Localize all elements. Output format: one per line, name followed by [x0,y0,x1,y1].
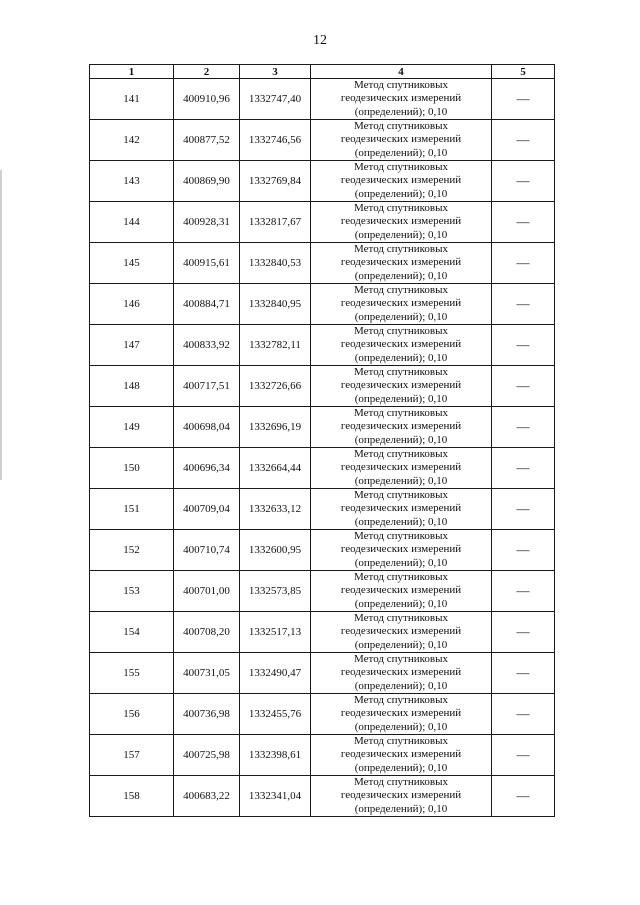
y-coordinate-cell: 1332840,95 [240,284,311,325]
method-line: Метод спутниковых [354,284,448,297]
scan-edge-mark [0,170,2,480]
note-cell: — [492,161,555,202]
x-coordinate-cell: 400884,71 [174,284,240,325]
method-line: (определений); 0,10 [354,228,448,241]
note-cell: — [492,448,555,489]
method-line: Метод спутниковых [354,120,448,133]
method-line: геодезических измерений [340,625,462,638]
point-number-cell: 141 [90,79,174,120]
method-line: Метод спутниковых [354,694,448,707]
method-line: Метод спутниковых [354,776,448,789]
method-line: (определений); 0,10 [354,474,448,487]
header-col-1: 1 [90,65,174,79]
y-coordinate-cell: 1332573,85 [240,571,311,612]
x-coordinate-cell: 400915,61 [174,243,240,284]
point-number-cell: 153 [90,571,174,612]
point-number-cell: 146 [90,284,174,325]
x-coordinate-cell: 400725,98 [174,735,240,776]
method-line: Метод спутниковых [354,202,448,215]
method-cell [311,612,492,653]
x-coordinate-cell: 400928,31 [174,202,240,243]
y-coordinate-cell: 1332341,04 [240,776,311,817]
table-row [90,735,555,776]
point-number-cell: 143 [90,161,174,202]
header-col-2: 2 [174,65,240,79]
method-line: Метод спутниковых [354,448,448,461]
table-row [90,530,555,571]
point-number-cell: 152 [90,530,174,571]
method-line: геодезических измерений [340,256,462,269]
method-cell [311,653,492,694]
method-cell [311,735,492,776]
table-row [90,571,555,612]
note-cell: — [492,489,555,530]
method-line: геодезических измерений [340,502,462,515]
method-cell [311,489,492,530]
table-row [90,407,555,448]
point-number-cell: 144 [90,202,174,243]
note-cell: — [492,243,555,284]
y-coordinate-cell: 1332696,19 [240,407,311,448]
x-coordinate-cell: 400701,00 [174,571,240,612]
y-coordinate-cell: 1332840,53 [240,243,311,284]
method-line: (определений); 0,10 [354,269,448,282]
table-row [90,489,555,530]
point-number-cell: 145 [90,243,174,284]
table-row [90,612,555,653]
method-line: (определений); 0,10 [354,556,448,569]
method-line: геодезических измерений [340,92,462,105]
method-line: Метод спутниковых [354,612,448,625]
note-cell: — [492,735,555,776]
point-number-cell: 148 [90,366,174,407]
method-cell [311,202,492,243]
method-line: (определений); 0,10 [354,187,448,200]
method-cell [311,571,492,612]
table-row [90,284,555,325]
method-line: (определений); 0,10 [354,310,448,323]
table-row [90,161,555,202]
method-line: геодезических измерений [340,543,462,556]
method-cell [311,407,492,448]
point-number-cell: 151 [90,489,174,530]
method-line: геодезических измерений [340,666,462,679]
note-cell: — [492,776,555,817]
method-line: геодезических измерений [340,461,462,474]
method-cell [311,366,492,407]
x-coordinate-cell: 400710,74 [174,530,240,571]
method-line: (определений); 0,10 [354,146,448,159]
method-line: геодезических измерений [340,707,462,720]
table-row [90,366,555,407]
point-number-cell: 156 [90,694,174,735]
x-coordinate-cell: 400731,05 [174,653,240,694]
method-line: (определений); 0,10 [354,720,448,733]
method-line: Метод спутниковых [354,366,448,379]
method-line: геодезических измерений [340,297,462,310]
table-row [90,120,555,161]
method-line: Метод спутниковых [354,325,448,338]
method-line: геодезических измерений [340,174,462,187]
table-body [90,79,555,817]
method-line: Метод спутниковых [354,243,448,256]
method-line: геодезических измерений [340,338,462,351]
method-line: геодезических измерений [340,584,462,597]
x-coordinate-cell: 400869,90 [174,161,240,202]
table-row [90,448,555,489]
method-line: Метод спутниковых [354,735,448,748]
method-cell [311,776,492,817]
method-line: (определений); 0,10 [354,433,448,446]
header-col-4: 4 [311,65,492,79]
point-number-cell: 158 [90,776,174,817]
note-cell: — [492,284,555,325]
x-coordinate-cell: 400717,51 [174,366,240,407]
table-row [90,202,555,243]
point-number-cell: 157 [90,735,174,776]
note-cell: — [492,530,555,571]
header-col-3: 3 [240,65,311,79]
x-coordinate-cell: 400736,98 [174,694,240,735]
note-cell: — [492,120,555,161]
point-number-cell: 149 [90,407,174,448]
point-number-cell: 155 [90,653,174,694]
method-line: Метод спутниковых [354,161,448,174]
method-line: Метод спутниковых [354,571,448,584]
point-number-cell: 154 [90,612,174,653]
method-line: Метод спутниковых [354,653,448,666]
y-coordinate-cell: 1332769,84 [240,161,311,202]
method-line: (определений); 0,10 [354,761,448,774]
method-line: (определений); 0,10 [354,802,448,815]
method-line: Метод спутниковых [354,530,448,543]
y-coordinate-cell: 1332726,66 [240,366,311,407]
method-cell [311,694,492,735]
x-coordinate-cell: 400910,96 [174,79,240,120]
x-coordinate-cell: 400698,04 [174,407,240,448]
y-coordinate-cell: 1332600,95 [240,530,311,571]
coordinates-table [89,64,555,817]
note-cell: — [492,366,555,407]
method-line: геодезических измерений [340,789,462,802]
y-coordinate-cell: 1332490,47 [240,653,311,694]
point-number-cell: 150 [90,448,174,489]
method-line: (определений); 0,10 [354,515,448,528]
method-cell [311,243,492,284]
y-coordinate-cell: 1332517,13 [240,612,311,653]
table-row [90,325,555,366]
method-cell [311,120,492,161]
method-cell [311,284,492,325]
method-line: Метод спутниковых [354,489,448,502]
y-coordinate-cell: 1332455,76 [240,694,311,735]
method-line: геодезических измерений [340,215,462,228]
note-cell: — [492,79,555,120]
x-coordinate-cell: 400877,52 [174,120,240,161]
table-row [90,776,555,817]
y-coordinate-cell: 1332398,61 [240,735,311,776]
table-header [90,65,555,79]
table-row [90,694,555,735]
x-coordinate-cell: 400709,04 [174,489,240,530]
table-row [90,79,555,120]
method-line: (определений); 0,10 [354,351,448,364]
header-row [90,65,555,79]
note-cell: — [492,407,555,448]
method-line: геодезических измерений [340,133,462,146]
table-row [90,243,555,284]
method-line: (определений); 0,10 [354,597,448,610]
x-coordinate-cell: 400683,22 [174,776,240,817]
note-cell: — [492,694,555,735]
point-number-cell: 142 [90,120,174,161]
method-line: геодезических измерений [340,420,462,433]
y-coordinate-cell: 1332817,67 [240,202,311,243]
note-cell: — [492,612,555,653]
method-cell [311,448,492,489]
table-row [90,653,555,694]
y-coordinate-cell: 1332633,12 [240,489,311,530]
point-number-cell: 147 [90,325,174,366]
x-coordinate-cell: 400833,92 [174,325,240,366]
method-cell [311,530,492,571]
note-cell: — [492,653,555,694]
x-coordinate-cell: 400708,20 [174,612,240,653]
method-line: Метод спутниковых [354,407,448,420]
y-coordinate-cell: 1332782,11 [240,325,311,366]
note-cell: — [492,202,555,243]
header-col-5: 5 [492,65,555,79]
page-number: 12 [313,33,327,48]
method-line: (определений); 0,10 [354,392,448,405]
method-cell [311,325,492,366]
method-cell [311,79,492,120]
method-line: Метод спутниковых [354,79,448,92]
y-coordinate-cell: 1332664,44 [240,448,311,489]
note-cell: — [492,325,555,366]
method-line: (определений); 0,10 [354,679,448,692]
method-cell [311,161,492,202]
method-line: (определений); 0,10 [354,638,448,651]
method-line: геодезических измерений [340,748,462,761]
x-coordinate-cell: 400696,34 [174,448,240,489]
method-line: (определений); 0,10 [354,105,448,118]
note-cell: — [492,571,555,612]
y-coordinate-cell: 1332746,56 [240,120,311,161]
y-coordinate-cell: 1332747,40 [240,79,311,120]
method-line: геодезических измерений [340,379,462,392]
